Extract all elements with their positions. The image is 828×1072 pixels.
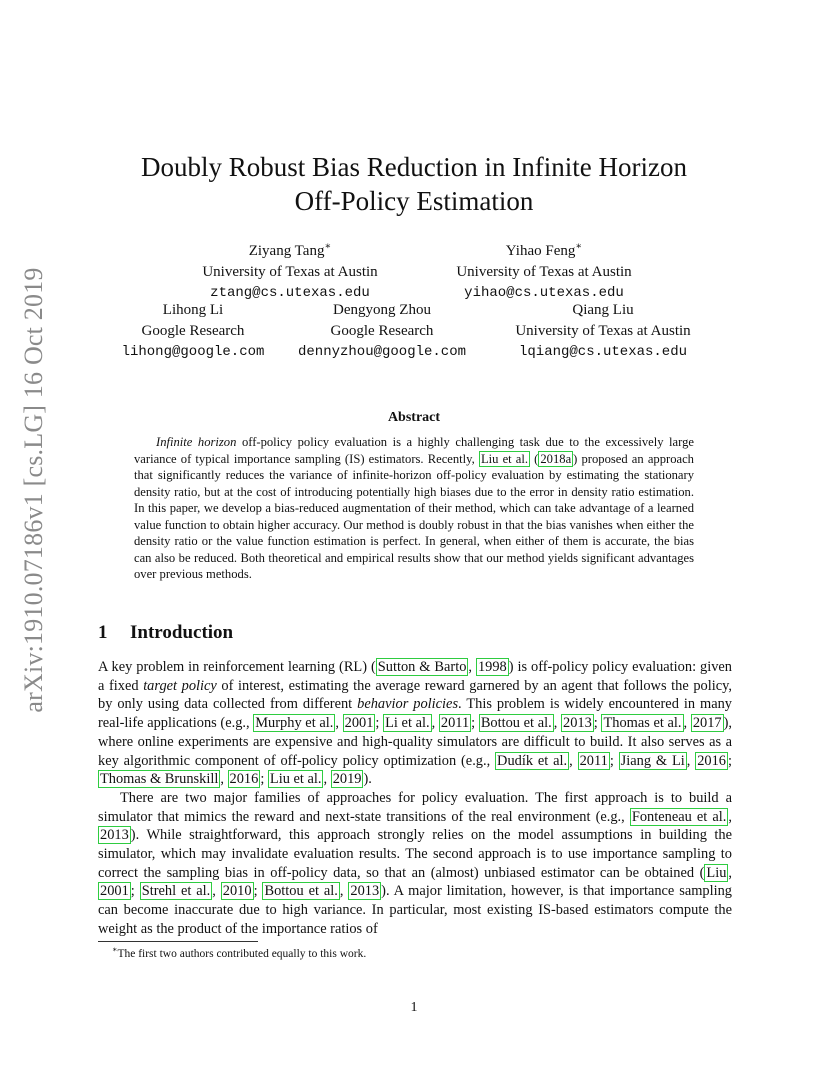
citation-link[interactable]: Liu et al.	[480, 451, 529, 466]
citation-link[interactable]: 2018a	[540, 451, 572, 466]
text: ;	[253, 883, 263, 900]
abstract-emphasis: Infinite horizon	[156, 435, 237, 449]
author-affiliation: Google Research	[330, 323, 434, 339]
text: ,	[339, 883, 349, 900]
citation-link[interactable]: 2013	[100, 827, 129, 844]
citation-link[interactable]: Sutton & Barto	[377, 659, 467, 675]
title-line-1: Doubly Robust Bias Reduction in Infinite Horizon	[141, 152, 687, 182]
text: ,	[686, 752, 696, 769]
text: A key problem in reinforcement learning (RL) (	[98, 659, 376, 675]
text: There are two major families of approaches for policy evaluation. The first approach is to build a simulator that mimics the reward and next-state transitions of the real environment (e.g.,	[98, 789, 732, 825]
section-title: Introduction	[130, 622, 234, 643]
text: of interest, estimating the average reward garnered by an agent that follows the policy, by only using data collected from different	[98, 677, 732, 713]
citation-link[interactable]: 2011	[579, 752, 608, 769]
citation-link[interactable]: 2019	[332, 771, 362, 788]
text: ,	[683, 715, 691, 732]
citation-link[interactable]: Jiang & Li	[620, 752, 685, 769]
author-affiliation: University of Texas at Austin	[515, 323, 691, 339]
paper-title	[0, 150, 828, 218]
footnote-rule	[98, 941, 258, 942]
text: ,	[212, 883, 221, 900]
text: ,	[323, 771, 331, 788]
footnote-text: The first two authors contributed equally to this work.	[117, 947, 367, 960]
footnote-mark: ∗	[112, 945, 118, 954]
citation-link[interactable]: Bottou et al.	[480, 715, 552, 732]
citation-link[interactable]: 1998	[477, 659, 507, 675]
author-block	[185, 236, 395, 304]
text: . This problem is widely encountered in many real-life applications (e.g.,	[98, 696, 733, 732]
citation-link[interactable]: Li et al.	[385, 715, 430, 732]
author-name: Yihao Feng	[505, 243, 576, 259]
text: ;	[260, 771, 268, 788]
text: ,	[220, 771, 228, 788]
citation-link[interactable]: 2016	[697, 752, 726, 769]
paragraph	[98, 789, 732, 939]
author-name: Dengyong Zhou	[333, 302, 431, 318]
text: ;	[609, 752, 619, 769]
abstract-body	[134, 434, 694, 583]
text: ,	[728, 864, 732, 881]
text: ;	[130, 883, 140, 900]
text: ,	[569, 752, 578, 769]
citation-link[interactable]: 2016	[229, 771, 259, 788]
text: ).	[363, 771, 372, 788]
text: ,	[468, 659, 476, 675]
equal-contrib-mark: ∗	[324, 241, 332, 252]
citation-link[interactable]: 2010	[222, 883, 252, 900]
citation-link[interactable]: 2001	[344, 715, 374, 732]
page-number: 1	[410, 1000, 418, 1015]
abstract-heading: Abstract	[387, 410, 441, 425]
author-block	[436, 236, 652, 304]
citation-link[interactable]: 2013	[350, 883, 380, 900]
emphasis: behavior policies	[357, 696, 459, 713]
author-email[interactable]: lqiang@cs.utexas.edu	[518, 344, 688, 360]
equal-contrib-mark: ∗	[575, 241, 583, 252]
abstract-text: (	[530, 451, 539, 466]
author-block	[112, 300, 274, 363]
author-block	[290, 300, 474, 363]
text: ,	[728, 808, 732, 825]
text: ;	[375, 715, 384, 732]
citation-link[interactable]: Murphy et al.	[255, 715, 334, 732]
citation-link[interactable]: Dudík et al.	[497, 752, 568, 769]
author-email[interactable]: yihao@cs.utexas.edu	[464, 285, 624, 301]
emphasis: target policy	[143, 677, 217, 694]
citation-link[interactable]: 2017	[692, 715, 722, 732]
text: ,	[335, 715, 343, 732]
citation-link[interactable]: Thomas et al.	[603, 715, 682, 732]
author-name: Ziyang Tang	[248, 243, 325, 259]
author-email[interactable]: ztang@cs.utexas.edu	[210, 285, 370, 301]
text: ,	[553, 715, 561, 732]
text: ) is off-policy policy evaluation: given a fixed	[98, 659, 732, 694]
citation-link[interactable]: Bottou et al.	[264, 883, 338, 900]
text: ;	[727, 752, 732, 769]
citation-link[interactable]: Thomas & Brunskill	[100, 771, 219, 788]
introduction-body	[98, 658, 732, 939]
text: ). A major limitation, however, is that importance sampling can become inaccurate due to high variance. In particular, most existing IS-based estimators compute the weight as the product of the importance ratios of	[98, 883, 732, 937]
citation-link[interactable]: Fonteneau et al.	[631, 808, 727, 825]
author-affiliation: Google Research	[141, 323, 245, 339]
footnote	[112, 945, 366, 960]
author-email[interactable]: dennyzhou@google.com	[297, 344, 467, 360]
author-affiliation: University of Texas at Austin	[456, 264, 632, 280]
section-heading	[98, 622, 233, 644]
arxiv-stamp	[12, 230, 56, 750]
citation-link[interactable]: Liu et al.	[269, 771, 322, 788]
title-line-2: Off-Policy Estimation	[294, 186, 534, 216]
author-name: Lihong Li	[162, 302, 224, 318]
text: ), where online experiments are expensive and high-quality simulators are difficult to build. It also serves as a key algorithmic component of off-policy policy optimization (e.g.,	[98, 715, 732, 769]
abstract-text: ) proposed an approach that significantly reduces the variance of infinite-horizon off-policy evaluation by estimating the stationary density ratio, but at the cost of introducing potentially high biases due to the error in density ratio estimation. In this paper, we develop a bias-reduced augmentation of their method, which can take advantage of a learned value function to obtain higher accuracy. Our method is doubly robust in that the bias vanishes when either the density ratio or the value function estimation is perfect. In general, when either of them is accurate, the bias can also be reduced. Both theoretical and empirical results show that our method yields significant advantages over previous methods.	[134, 451, 694, 581]
section-number: 1	[98, 622, 108, 643]
author-block	[494, 300, 712, 363]
author-name: Qiang Liu	[572, 302, 634, 318]
text: ,	[431, 715, 439, 732]
citation-link[interactable]: Strehl et al.	[141, 883, 211, 900]
text: ;	[471, 715, 479, 732]
arxiv-stamp-text: arXiv:1910.07186v1 [cs.LG] 16 Oct 2019	[19, 267, 48, 713]
citation-link[interactable]: 2013	[563, 715, 592, 732]
abstract-text: off-policy policy evaluation is a highly challenging task due to the excessively large variance of typical importance sampling (IS) estimators. Recently,	[134, 435, 694, 466]
citation-link[interactable]: Liu	[706, 864, 727, 881]
citation-link[interactable]: 2001	[100, 883, 129, 900]
author-email[interactable]: lihong@google.com	[121, 344, 265, 360]
author-affiliation: University of Texas at Austin	[202, 264, 378, 280]
citation-link[interactable]: 2011	[440, 715, 470, 732]
text: ). While straightforward, this approach strongly relies on the model assumptions in building the simulator, which may invalidate evaluation results. The second approach is to use importance sampling to correct the sampling bias in off-policy data, so that an (almost) unbiased estimator can be obtained (	[98, 827, 732, 881]
paragraph	[98, 658, 732, 789]
text: ;	[593, 715, 602, 732]
